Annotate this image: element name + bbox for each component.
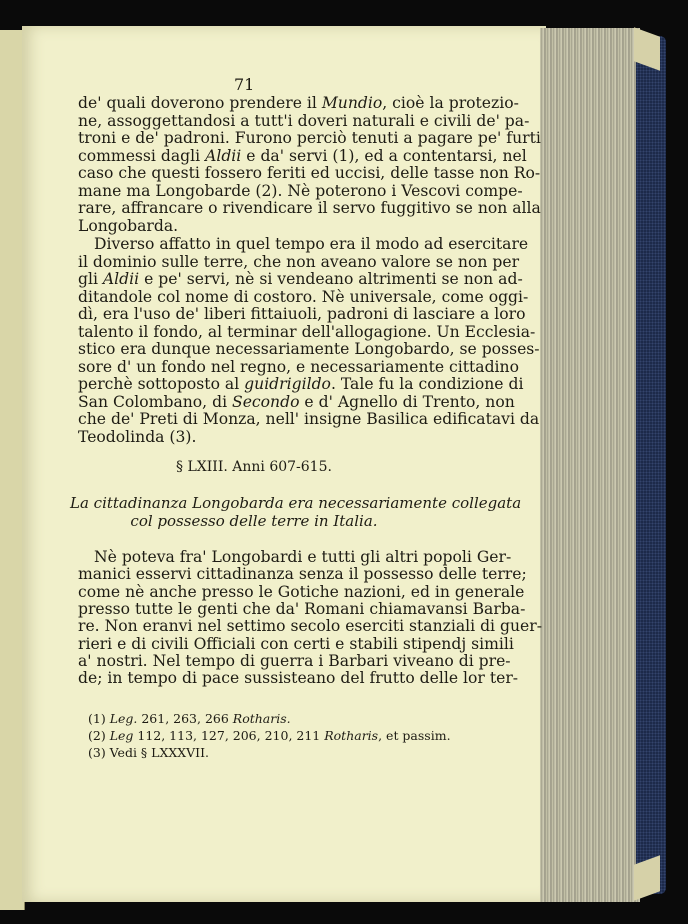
text-run: come nè anche presso le Gotiche nazioni, ed in generale — [78, 582, 525, 601]
paragraph-1-line — [78, 218, 430, 235]
italic-term: Aldii — [102, 270, 140, 288]
text-run: commessi dagli — [78, 146, 206, 165]
italic-term: Mundio — [321, 94, 383, 112]
paragraph-3-line — [78, 634, 514, 653]
paragraph-2-line — [78, 429, 430, 446]
paragraph-2-line — [78, 287, 529, 306]
italic-term: Rotharis — [324, 728, 379, 743]
paragraph-2-line — [78, 340, 540, 358]
text-run: , et passim. — [378, 728, 451, 743]
paragraph-2-line — [78, 410, 540, 428]
text-run: presso tutte le genti che da' Romani chiamavansi Barba- — [78, 599, 526, 618]
footnote — [88, 711, 291, 726]
paragraph-3-line — [78, 599, 526, 618]
paragraph-3-line — [94, 548, 512, 566]
paragraph-1-line — [78, 164, 541, 182]
text-run: perchè sottoposto al — [78, 375, 245, 393]
text-run: , cioè la protezio- — [382, 94, 519, 112]
text-run: ne, assoggettandosi a tutt'i doveri naturali e civili de' pa- — [78, 111, 530, 130]
italic-term: guidrigildo — [244, 375, 331, 393]
italic-term: Leg. — [109, 711, 138, 726]
text-run: caso che questi fossero feriti ed uccisi, delle tasse non Ro- — [78, 164, 541, 182]
text-run: dì, era l'uso de' liberi fittaiuoli, padroni di lasciare a loro — [78, 305, 526, 323]
text-run: (1) — [88, 711, 110, 726]
text-run: gli — [78, 270, 103, 288]
page-number: 71 — [234, 75, 255, 94]
paragraph-3-line — [78, 669, 519, 688]
italic-term: Leg — [109, 728, 134, 743]
italic-term: Aldii — [205, 146, 242, 165]
text-run: (2) — [88, 728, 110, 743]
paragraph-2-line — [78, 392, 515, 411]
text-run: il dominio sulle terre, che non aveano valore se non per — [78, 252, 520, 271]
paragraph-1-line — [78, 146, 527, 165]
text-run: e da' servi (1), ed a contentarsi, nel — [241, 146, 527, 165]
paragraph-2-line — [78, 375, 524, 393]
paragraph-3-line — [78, 651, 511, 670]
paragraph-1-line — [78, 199, 541, 217]
text-run: (3) Vedi § LXXXVII. — [88, 745, 210, 760]
paragraph-3-line — [78, 617, 542, 636]
text-run: troni e de' padroni. Furono perciò tenuti a pagare pe' furti — [78, 129, 541, 147]
section-heading: § LXIII. Anni 607-615. — [176, 459, 332, 475]
text-run: 261, 263, 266 — [137, 711, 233, 726]
paragraph-1-line — [78, 181, 523, 200]
text-run: che de' Preti di Monza, nell' insigne Basilica edificatavi da — [78, 410, 540, 428]
text-run: stico era dunque necessariamente Longobardo, se posses- — [78, 340, 540, 358]
paragraph-3-line — [78, 565, 527, 584]
text-run: talento il fondo, al terminar dell'allogagione. Un Ecclesia- — [78, 322, 536, 341]
text-run: rare, affrancare o rivendicare il servo fuggitivo se non alla — [78, 199, 541, 217]
text-run: re. Non eranvi nel settimo secolo eserciti stanziali di guer- — [78, 617, 542, 636]
text-run: sore d' un fondo nel regno, e necessariamente cittadino — [78, 357, 519, 376]
paragraph-3-line — [78, 582, 525, 601]
page-block-edges — [540, 28, 640, 902]
paragraph-1-line — [78, 129, 541, 147]
text-run: e d' Agnello di Trento, non — [299, 392, 515, 411]
paragraph-2-line — [78, 252, 520, 271]
text-run: San Colombano, di — [78, 392, 233, 411]
section-subtitle-line: col possesso delle terre in Italia. — [130, 512, 378, 530]
text-run: de; in tempo di pace sussisteano del frutto delle lor ter- — [78, 669, 519, 688]
paragraph-2-line — [94, 235, 529, 253]
text-run: e pe' servi, nè si vendeano altrimenti se non ad- — [139, 270, 523, 288]
paragraph-1-line — [78, 94, 519, 112]
text-run: Nè poteva fra' Longobardi e tutti gli altri popoli Ger- — [94, 548, 512, 566]
text-run: ditandole col nome di costoro. Nè universale, come oggi- — [78, 287, 529, 306]
italic-term: Rotharis. — [232, 711, 291, 726]
paragraph-1-line — [78, 111, 530, 130]
footnote — [88, 745, 209, 760]
text-run: rieri e di civili Officiali con certi e stabili stipendj simili — [78, 634, 514, 653]
text-run: . Tale fu la condizione di — [330, 375, 524, 393]
text-run: mane ma Longobarde (2). Nè poterono i Vescovi compe- — [78, 181, 523, 200]
text-run: manici esservi cittadinanza senza il possesso delle terre; — [78, 565, 527, 584]
text-run: Longobarda. — [78, 216, 179, 235]
text-run: 112, 113, 127, 206, 210, 211 — [133, 728, 325, 743]
book-cover — [636, 36, 666, 894]
paragraph-2-line — [78, 270, 523, 288]
italic-term: Secondo — [232, 392, 300, 411]
paragraph-2-line — [78, 322, 536, 341]
text-run: de' quali doverono prendere il — [78, 94, 322, 112]
paragraph-2-line — [78, 357, 519, 376]
text-run: a' nostri. Nel tempo di guerra i Barbari viveano di pre- — [78, 651, 511, 670]
text-run: Diverso affatto in quel tempo era il modo ad esercitare — [94, 235, 529, 253]
footnote — [88, 728, 451, 743]
text-run: Teodolinda (3). — [78, 427, 197, 446]
paragraph-2-line — [78, 305, 526, 323]
section-subtitle-line: La cittadinanza Longobarda era necessariamente collegata — [70, 494, 522, 512]
